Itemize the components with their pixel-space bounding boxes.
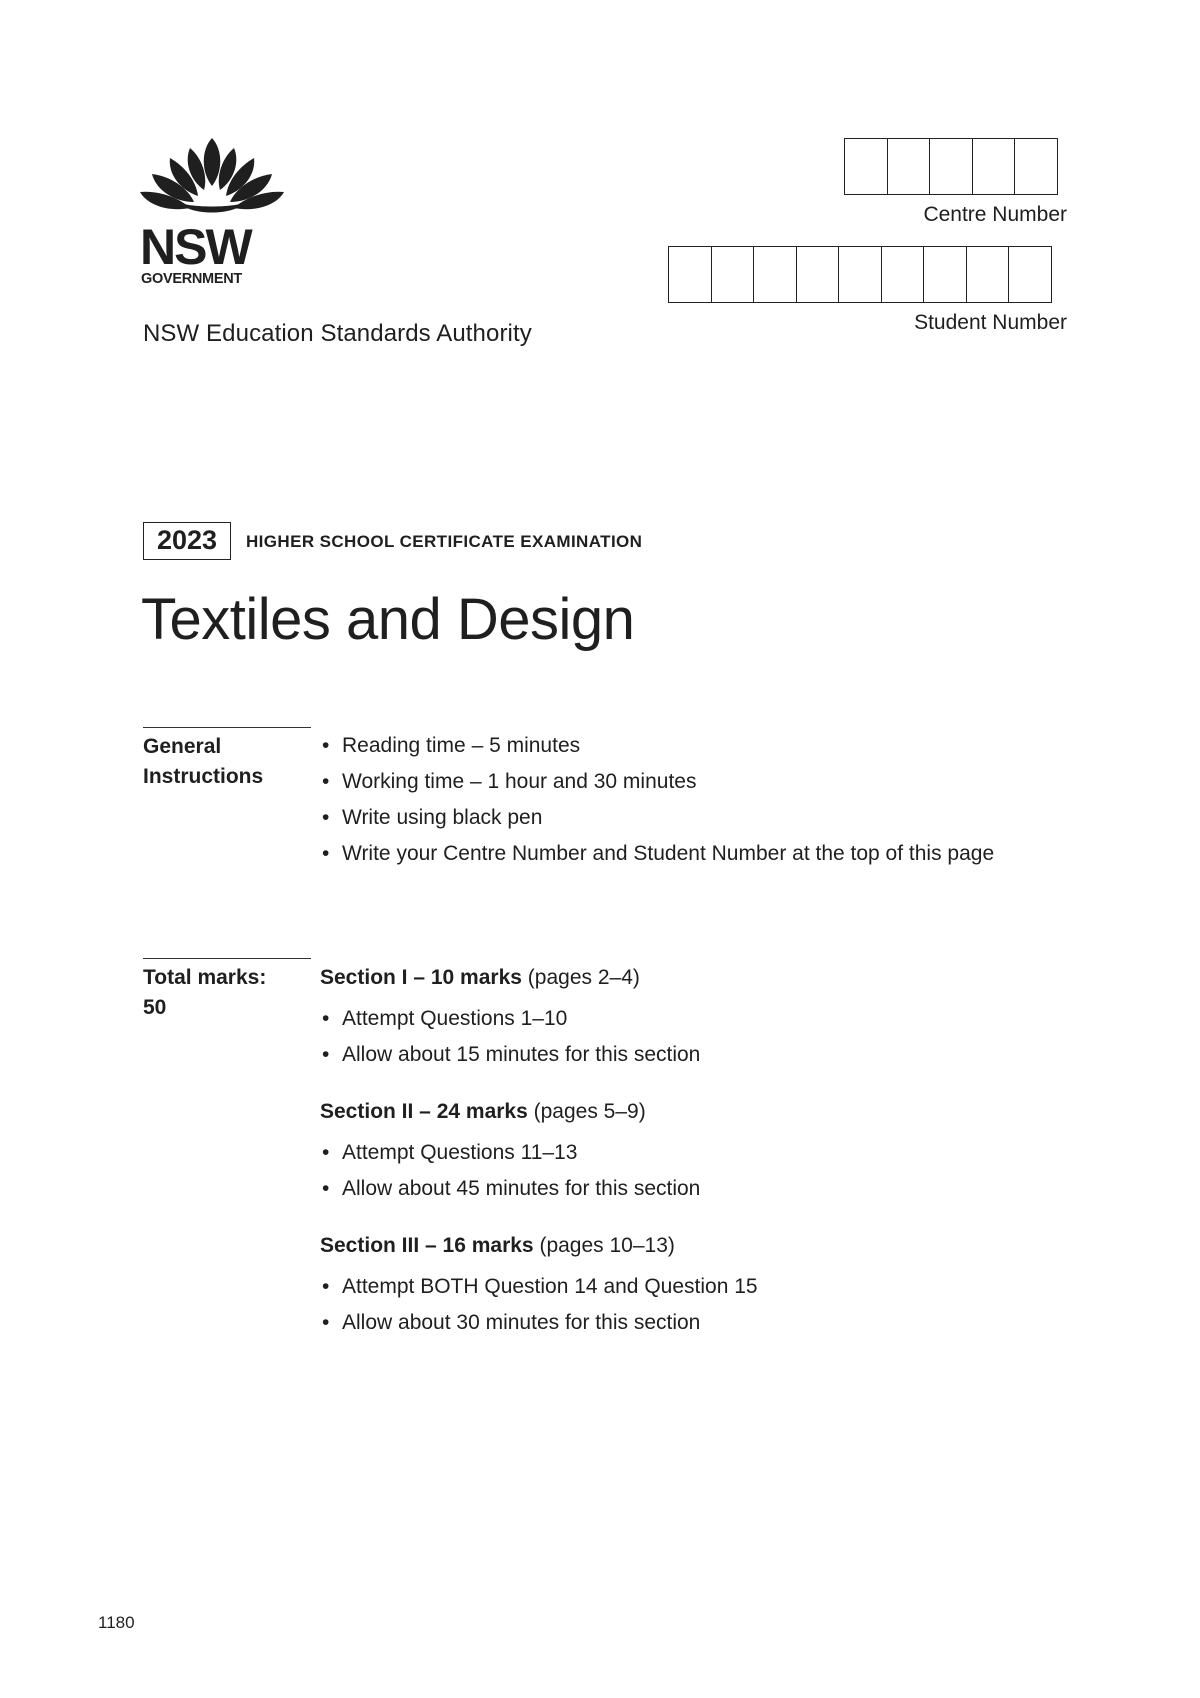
section-2-list (320, 1139, 1080, 1211)
centre-number-box[interactable] (930, 138, 973, 195)
centre-number-boxes[interactable] (844, 138, 1058, 195)
student-number-box[interactable] (797, 246, 840, 303)
list-item: • Attempt Questions 1–10 (320, 1005, 1080, 1033)
subject-title: Textiles and Design (141, 587, 635, 652)
waratah-icon (138, 136, 286, 286)
section-title: Section III – 16 marks (320, 1234, 534, 1257)
section-2-heading (320, 1098, 646, 1126)
divider (143, 727, 311, 728)
logo-government-text: GOVERNMENT (141, 271, 242, 286)
exam-title: HIGHER SCHOOL CERTIFICATE EXAMINATION (246, 532, 643, 551)
section-3-heading (320, 1232, 675, 1260)
divider (143, 958, 311, 959)
list-item: • Attempt BOTH Question 14 and Question 15 (320, 1273, 1080, 1301)
list-item: • Attempt Questions 11–13 (320, 1139, 1080, 1167)
centre-number-label: Centre Number (923, 203, 1067, 226)
student-number-box[interactable] (882, 246, 925, 303)
student-number-box[interactable] (839, 246, 882, 303)
paper-code: 1180 (98, 1613, 135, 1632)
section-title: Section I – 10 marks (320, 966, 522, 989)
section-pages: (pages 10–13) (539, 1234, 675, 1257)
nsw-government-logo (138, 136, 286, 286)
general-instructions-label: General Instructions (143, 735, 264, 788)
list-item: • Write your Centre Number and Student Number at the top of this page (320, 840, 1042, 868)
student-number-box[interactable] (712, 246, 755, 303)
section-pages: (pages 5–9) (533, 1100, 646, 1123)
exam-year: 2023 (143, 522, 231, 560)
list-item: • Allow about 30 minutes for this section (320, 1309, 1080, 1337)
list-item: • Allow about 15 minutes for this section (320, 1041, 1080, 1069)
list-item: • Reading time – 5 minutes (320, 732, 1080, 760)
logo-nsw-text: NSW (140, 219, 251, 275)
centre-number-box[interactable] (888, 138, 931, 195)
student-number-box[interactable] (1009, 246, 1052, 303)
section-title: Section II – 24 marks (320, 1100, 528, 1123)
student-number-boxes[interactable] (668, 246, 1052, 303)
list-item: • Write using black pen (320, 804, 1080, 832)
general-instructions-list (320, 732, 1080, 876)
student-number-box[interactable] (669, 246, 712, 303)
section-pages: (pages 2–4) (527, 966, 640, 989)
student-number-box[interactable] (967, 246, 1010, 303)
centre-number-box[interactable] (845, 138, 888, 195)
section-1-heading (320, 964, 640, 992)
list-item: • Allow about 45 minutes for this section (320, 1175, 1080, 1203)
student-number-box[interactable] (754, 246, 797, 303)
student-number-label: Student Number (914, 311, 1067, 334)
section-1-list (320, 1005, 1080, 1077)
centre-number-box[interactable] (1015, 138, 1058, 195)
section-3-list (320, 1273, 1080, 1345)
total-marks-label: Total marks: 50 (143, 966, 267, 1019)
authority-name: NSW Education Standards Authority (143, 320, 532, 347)
centre-number-box[interactable] (973, 138, 1016, 195)
list-item: • Working time – 1 hour and 30 minutes (320, 768, 1080, 796)
student-number-box[interactable] (924, 246, 967, 303)
